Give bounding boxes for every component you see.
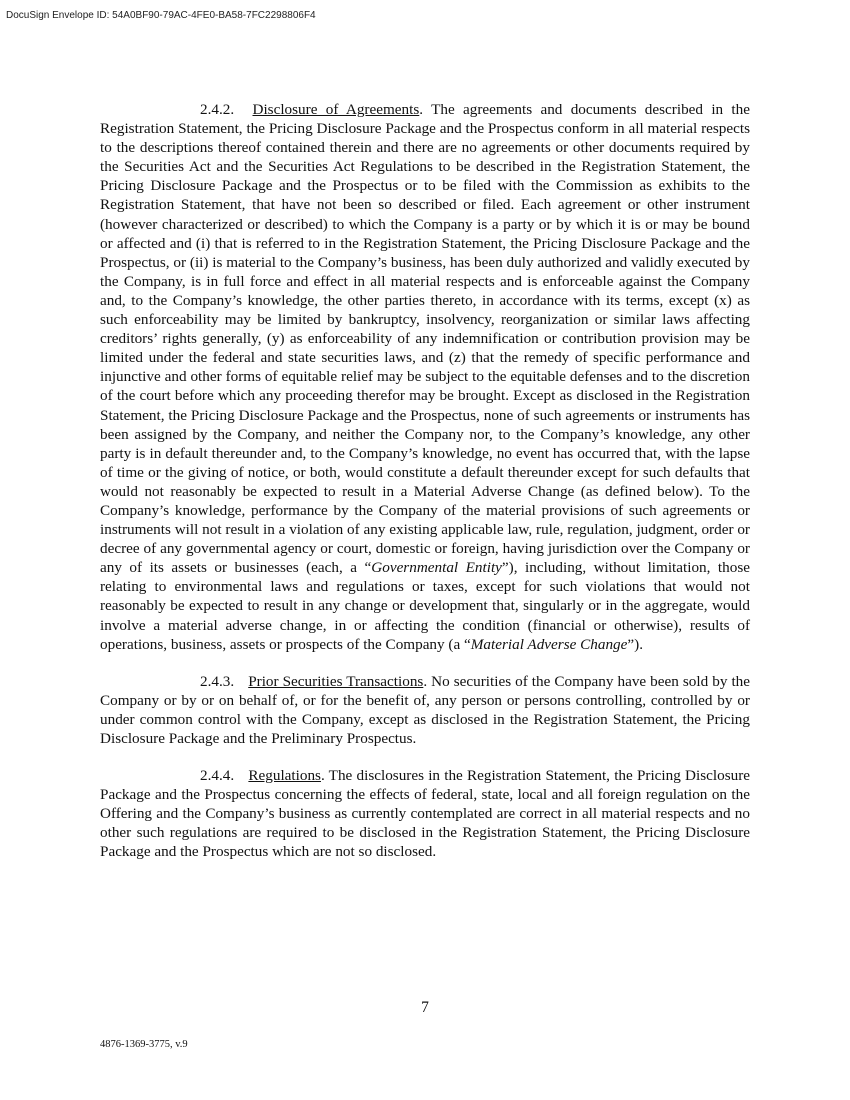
docusign-envelope-id: DocuSign Envelope ID: 54A0BF90-79AC-4FE0-BA58-7FC2298806F4 [6,10,316,21]
section-number: 2.4.4. [200,767,235,785]
defined-term: Material Adverse Change [470,635,628,653]
document-reference: 4876-1369-3775, v.9 [100,1039,188,1050]
section-heading: Regulations [248,767,321,785]
section-2-4-4 [100,766,750,861]
section-heading: Prior Securities Transactions [248,672,424,690]
section-body: . The agreements and documents described in the Registration Statement, the Pricing Disclosure Package and the Prospectus conform in all material respects to the descriptions thereof contained therein and there are no agreements or other documents required by the Securities Act and the Securities Act Regulations to be described in the Registration Statement, the Pricing Disclosure Package and the Prospectus or to be filed with the Commission as exhibits to the Registration Statement, that have not been so described or filed. Each agreement or other instrument (however characterized or described) to which the Company is a party or by which it is or may be bound or affected and (i) that is referred to in the Registration Statement, the Pricing Disclosure Package and the Prospectus, or (ii) is material to the Company’s business, has been duly authorized and validly executed by the Company, is in full force and effect in all material respects and is enforceable against the Company and, to the Company’s knowledge, the other parties thereto, in accordance with its terms, except (x) as such enforceability may be limited by bankruptcy, insolvency, reorganization or similar laws affecting creditors’ rights generally, (y) as enforceability of any indemnification or contribution provision may be limited under the federal and state securities laws, and (z) that the remedy of specific performance and injunctive and other forms of equitable relief may be subject to the equitable defenses and to the discretion of the court before which any proceeding therefor may be brought. Except as disclosed in the Registration Statement, the Pricing Disclosure Package and the Prospectus, none of such agreements or instruments has been assigned by the Company, and neither the Company nor, to the Company’s knowledge, any other party is in default thereunder and, to the Company’s knowledge, no event has occurred that, with the lapse of time or the giving of notice, or both, would constitute a default thereunder except for such defaults that would not reasonably be expected to result in a Material Adverse Change (as defined below). To the Company’s knowledge, performance by the Company of the material provisions of such agreements or instruments will not result in a violation of any existing applicable law, rule, regulation, judgment, order or decree of any governmental agency or court, domestic or foreign, having jurisdiction over the Company or any of its assets or businesses (each, a “ [100,101,750,577]
section-number: 2.4.3. [200,672,235,690]
section-heading: Disclosure of Agreements [252,101,420,118]
section-body: . The disclosures in the Registration Statement, the Pricing Disclosure Package and the Prospectus concerning the effects of federal, state, local and all foreign regulation on the Offering and the Company’s business as currently contemplated are correct in all material respects and no other such regulations are required to be disclosed in the Registration Statement, the Pricing Disclosure Package and the Prospectus which are not so disclosed. [100,767,750,861]
section-2-4-3 [100,672,750,748]
section-body: ”). [627,635,644,653]
section-2-4-2 [100,100,750,654]
defined-term: Governmental Entity [371,559,502,577]
page-number: 7 [421,999,429,1016]
document-body [100,100,750,880]
section-body: . No securities of the Company have been sold by the Company or by or on behalf of, or for the benefit of, any person or persons controlling, controlled by or under common control with the Company, except as disclosed in the Registration Statement, the Pricing Disclosure Package and the Preliminary Prospectus. [100,672,751,747]
section-body: ”), including, without limitation, those relating to environmental laws and regulations or taxes, except for such violations that would not reasonably be expected to result in any change or development that, singularly or in the aggregate, would involve a material adverse change, in or affecting the condition (financial or otherwise), results of operations, business, assets or prospects of the Company (a “ [100,559,750,653]
section-number: 2.4.2. [200,101,235,118]
